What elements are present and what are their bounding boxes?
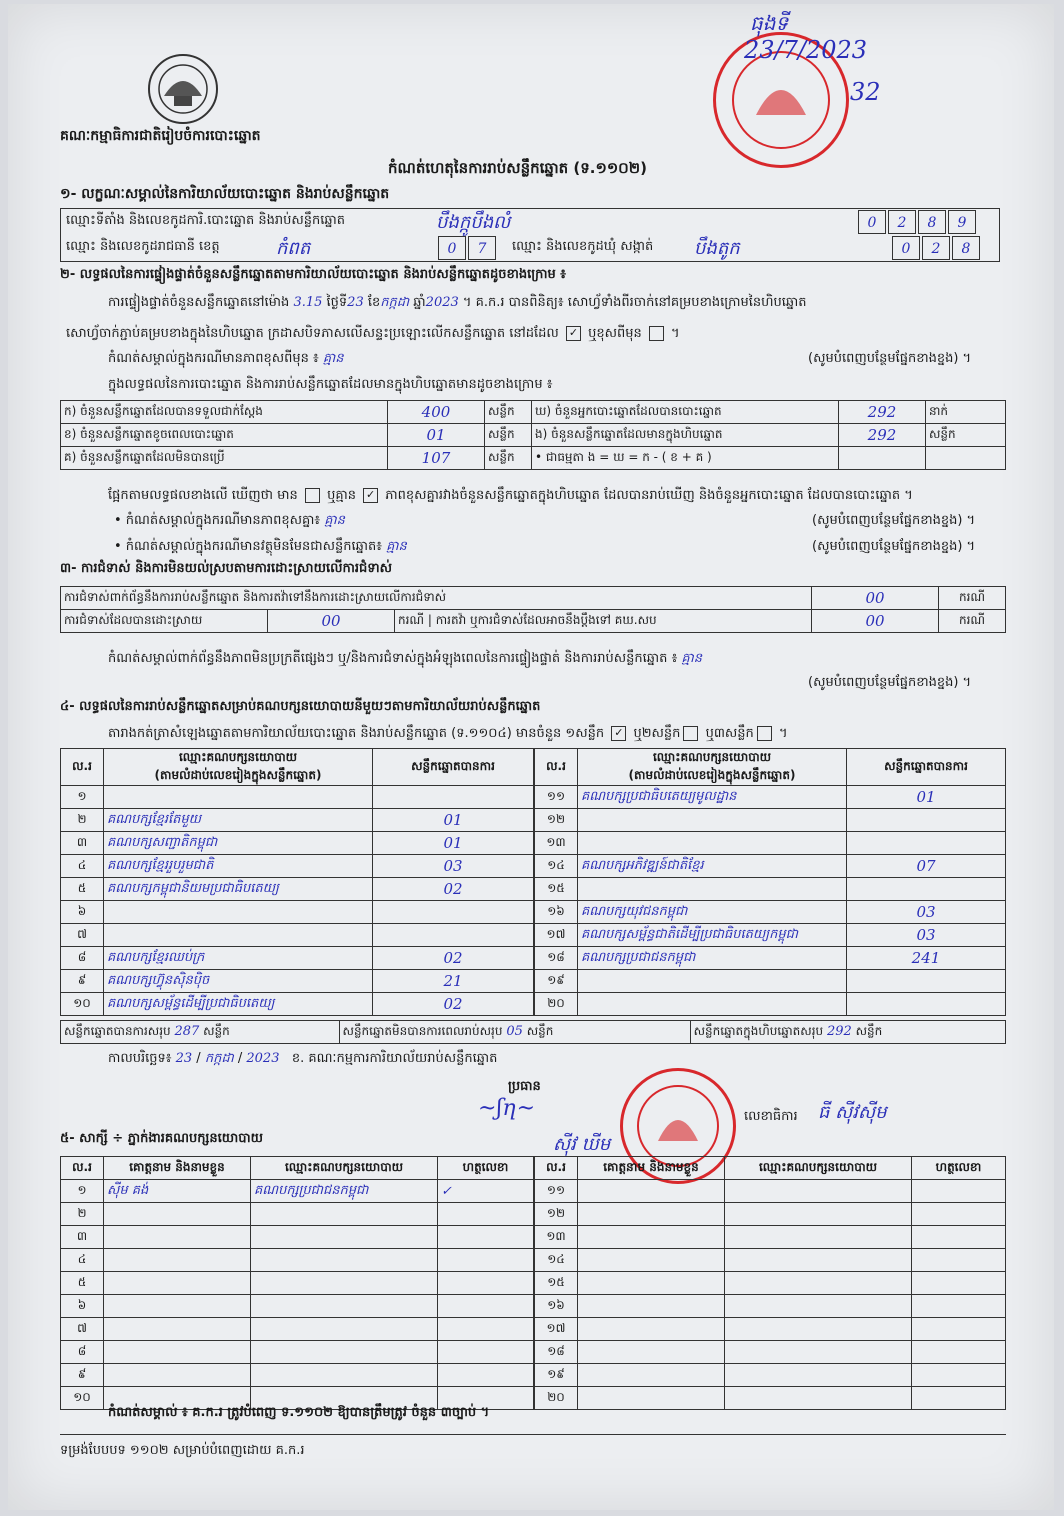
secretary-title: លេខាធិការ [744, 1109, 798, 1124]
witness-name [578, 1249, 725, 1272]
witness-no: ២ [61, 1203, 104, 1226]
witness-col-sign: ហត្ថលេខា [912, 1157, 1006, 1180]
party-row [535, 786, 1006, 809]
objection-row2b-value: 00 [812, 610, 939, 633]
witness-sign [438, 1295, 534, 1318]
witness-sign [438, 1318, 534, 1341]
party-no: ៦ [61, 901, 104, 924]
party-votes: 01 [847, 786, 1006, 809]
col-no: ល.រ [535, 749, 578, 786]
witness-name [578, 1203, 725, 1226]
party-votes: 02 [373, 878, 534, 901]
witness-party [251, 1341, 438, 1364]
party-name [578, 878, 847, 901]
witness-no: ១១ [535, 1180, 578, 1203]
commune-value: បឹងតូក [694, 238, 740, 259]
witness-col-no: ល.រ [535, 1157, 578, 1180]
witness-col-no: ល.រ [61, 1157, 104, 1180]
witness-no: ១៩ [535, 1364, 578, 1387]
witness-name [578, 1387, 725, 1410]
party-votes: 03 [847, 901, 1006, 924]
witness-no: ១ [61, 1180, 104, 1203]
witness-no: ១៧ [535, 1318, 578, 1341]
col-party: ឈ្មោះគណបក្សនយោបាយ (តាមលំដាប់លេខរៀងក្នុងសន្លឹកឆ្នោត) [578, 749, 847, 786]
count-right-value [839, 447, 926, 470]
party-row [535, 947, 1006, 970]
chair-title: ប្រធាន [508, 1079, 541, 1094]
witness-row [535, 1387, 1006, 1410]
party-row [535, 832, 1006, 855]
count-left-label: គ) ចំនួនសន្លឹកឆ្នោតដែលមិនបានប្រើ [61, 447, 388, 470]
witness-no: ៩ [61, 1364, 104, 1387]
tally-sheets-line: តារាងកត់ត្រាសំឡេងឆ្នោតតាមការិយាល័យបោះឆ្នោត និងរាប់សន្លឹកឆ្នោត (ទ.១១០៤) មានចំនួន ១សន្លឹក ✓ ឬ២សន្លឹក ឬ៣សន្លឹក ។ [108, 726, 788, 741]
witness-name [578, 1226, 725, 1249]
witness-party [251, 1295, 438, 1318]
objection-row2-label: ការជំទាស់ដែលបានដោះស្រាយ [61, 610, 268, 633]
party-row [535, 924, 1006, 947]
objection-note-value: គ្មាន [681, 651, 703, 666]
objection-note: កំណត់សម្គាល់ពាក់ព័ន្ធនឹងភាពមិនប្រក្រតីផ្សេងៗ ឬ/និងការជំទាស់ក្នុងអំឡុងពេលនៃការផ្ទៀងផ្ទាត់ និងការរាប់សន្លឹកឆ្នោត ៖ គ្មាន [108, 651, 703, 666]
count-right-unit: សន្លឹក [926, 424, 1006, 447]
footer-divider [60, 1434, 1006, 1435]
count-left-label: ខ) ចំនួនសន្លឹកឆ្នោតខូចពេលបោះឆ្នោត [61, 424, 388, 447]
witness-party [725, 1387, 912, 1410]
witness-name [578, 1364, 725, 1387]
party-votes: 03 [373, 855, 534, 878]
count-right-label: ង) ចំនួនសន្លឹកឆ្នោតដែលមានក្នុងហិបឆ្នោត [532, 424, 839, 447]
party-votes: 01 [373, 809, 534, 832]
witness-row [535, 1364, 1006, 1387]
count-right-label: ឃ) ចំនួនអ្នកបោះឆ្នោតដែលបានបោះឆ្នោត [532, 401, 839, 424]
witness-sign [912, 1249, 1006, 1272]
chair-signature: ~ʃƞ~ [478, 1096, 536, 1121]
code-digit: 0 [858, 210, 886, 234]
witness-name [104, 1364, 251, 1387]
party-no: ១៦ [535, 901, 578, 924]
party-results-left [60, 748, 534, 1016]
witness-party [251, 1318, 438, 1341]
witness-name [578, 1180, 725, 1203]
code-digit: 8 [952, 236, 980, 260]
witness-party [725, 1364, 912, 1387]
witness-no: ១៨ [535, 1341, 578, 1364]
party-no: ១៨ [535, 947, 578, 970]
party-no: ១៩ [535, 970, 578, 993]
witness-no: ៦ [61, 1295, 104, 1318]
count-left-unit: សន្លឹក [485, 401, 532, 424]
witness-sign [912, 1341, 1006, 1364]
witness-no: ១៦ [535, 1295, 578, 1318]
witness-party [251, 1364, 438, 1387]
party-no: ១២ [535, 809, 578, 832]
party-name: គណបក្សប្រជាធិបតេយ្យមូលដ្ឋាន [578, 786, 847, 809]
witness-col-sign: ហត្ថលេខា [438, 1157, 534, 1180]
count-left-unit: សន្លឹក [485, 447, 532, 470]
party-no: ១៧ [535, 924, 578, 947]
party-row [61, 947, 534, 970]
nec-logo [148, 54, 218, 124]
witness-row [61, 1249, 534, 1272]
changed-checkbox[interactable] [649, 326, 664, 341]
count-right-value: 292 [839, 401, 926, 424]
party-votes: 01 [373, 832, 534, 855]
witness-sign [438, 1249, 534, 1272]
commune-label: ឈ្មោះ និងលេខកូដឃុំ សង្កាត់ [512, 239, 654, 254]
party-name: គណបក្សហ៊្វុនស៊ិនប៉ិច [104, 970, 373, 993]
party-no: ១ [61, 786, 104, 809]
witness-sign [912, 1226, 1006, 1249]
objection-note-hint: (សូមបំពេញបន្ថែមផ្នែកខាងខ្នង) ។ [808, 675, 972, 690]
party-votes [847, 993, 1006, 1016]
witness-name [104, 1341, 251, 1364]
party-votes [847, 970, 1006, 993]
place-label: ឈ្មោះទីតាំង និងលេខកូដការិ.បោះឆ្នោត និងរាប់សន្លឹកឆ្នោត [66, 213, 345, 228]
no-diff-checkbox[interactable]: ✓ [363, 488, 378, 503]
party-row [61, 993, 534, 1016]
witness-name: ស៊ីម គង់ [104, 1180, 251, 1203]
party-name: គណបក្សកម្ពុជានិយមប្រជាធិបតេយ្យ [104, 878, 373, 901]
witness-party [251, 1249, 438, 1272]
party-votes: 241 [847, 947, 1006, 970]
party-votes [847, 809, 1006, 832]
same-checkbox[interactable]: ✓ [566, 326, 581, 341]
witness-sign [912, 1364, 1006, 1387]
one-sheet-checkbox[interactable]: ✓ [611, 726, 626, 741]
code-digit: 2 [922, 236, 950, 260]
verify-month: កក្កដា [380, 295, 410, 310]
party-name: គណបក្សប្រជាជនកម្ពុជា [578, 947, 847, 970]
witness-row [535, 1295, 1006, 1318]
code-digit: 7 [468, 236, 496, 260]
code-digit: 0 [892, 236, 920, 260]
witness-party [725, 1318, 912, 1341]
count-left-value: 01 [388, 424, 485, 447]
witness-sign [438, 1272, 534, 1295]
witness-row [535, 1272, 1006, 1295]
witness-row [61, 1295, 534, 1318]
witness-row [61, 1226, 534, 1249]
objection-table [60, 586, 1006, 633]
party-row [535, 809, 1006, 832]
witness-no: ១០ [61, 1387, 104, 1410]
section1-heading: ១- លក្ខណៈសម្គាល់នៃការិយាល័យបោះឆ្នោត និងរាប់សន្លឹកឆ្នោត [60, 186, 390, 202]
totals-row [60, 1020, 1006, 1044]
count-row [61, 401, 1006, 424]
witness-no: ១៥ [535, 1272, 578, 1295]
objection-row2-value: 00 [268, 610, 395, 633]
party-votes: 02 [373, 947, 534, 970]
witness-name [104, 1272, 251, 1295]
witness-name [104, 1318, 251, 1341]
party-no: ៩ [61, 970, 104, 993]
code-digit: 9 [948, 210, 976, 234]
three-sheet-checkbox[interactable] [757, 726, 772, 741]
party-no: ១៤ [535, 855, 578, 878]
objection-row1-label: ការជំទាស់ពាក់ព័ន្ធនឹងការរាប់សន្លឹកឆ្នោត និងការតវ៉ាទៅនឹងការដោះស្រាយលើការជំទាស់ [61, 587, 812, 610]
count-left-label: ក) ចំនួនសន្លឹកឆ្នោតដែលបានទទួលជាក់ស្តែង [61, 401, 388, 424]
witness-sign [912, 1180, 1006, 1203]
party-name: គណបក្សអភិវឌ្ឍន៍ជាតិខ្មែរ [578, 855, 847, 878]
witness-party [725, 1249, 912, 1272]
party-votes: 07 [847, 855, 1006, 878]
witness-no: ៣ [61, 1226, 104, 1249]
verify-line2: សោហ្វ័ចាក់ភ្ជាប់គម្របខាងក្នុងនៃហិបឆ្នោត ក្រដាសបិទភាសលើសន្ទះប្រឡោះលើកសន្លឹកឆ្នោត នៅដដែល ✓ ឬខុសពីមុន ។ [66, 326, 680, 341]
witness-sign [912, 1295, 1006, 1318]
witness-name [104, 1203, 251, 1226]
witness-name [104, 1295, 251, 1318]
two-sheet-checkbox[interactable] [683, 726, 698, 741]
witness-party [251, 1272, 438, 1295]
party-row [61, 832, 534, 855]
document-page [8, 4, 1054, 1510]
witness-sign [438, 1341, 534, 1364]
witness-party: គណបក្សប្រជាជនកម្ពុជា [251, 1180, 438, 1203]
party-name [104, 924, 373, 947]
party-no: ១១ [535, 786, 578, 809]
witness-party [725, 1203, 912, 1226]
col-votes: សន្លឹកឆ្នោតបានការ [373, 749, 534, 786]
section4-heading: ៤- លទ្ធផលនៃការរាប់សន្លឹកឆ្នោតសម្រាប់គណបក្សនយោបាយនីមួយៗតាមការិយាល័យរាប់សន្លឹកឆ្នោត [60, 699, 541, 714]
party-row [61, 878, 534, 901]
witness-party [725, 1272, 912, 1295]
count-right-unit: នាក់ [926, 401, 1006, 424]
witness-sign [438, 1226, 534, 1249]
witness-row [61, 1318, 534, 1341]
witness-name [104, 1249, 251, 1272]
objection-row2b-unit: ករណី [939, 610, 1006, 633]
footer-text: ទម្រង់បែបបទ ១១០២ សម្រាប់បំពេញដោយ គ.ក.រ [60, 1443, 305, 1458]
party-name [578, 993, 847, 1016]
witness-name [578, 1341, 725, 1364]
witness-no: ៤ [61, 1249, 104, 1272]
count-table [60, 400, 1006, 470]
witness-right [534, 1156, 1006, 1410]
party-no: ៨ [61, 947, 104, 970]
province-value: កំពត [276, 238, 311, 259]
party-name: គណបក្សខ្មែរតែមួយ [104, 809, 373, 832]
col-no: ល.រ [61, 749, 104, 786]
party-row [61, 809, 534, 832]
party-name [104, 786, 373, 809]
objection-row2b-label: ករណី | ការតវ៉ា ឬការជំទាស់ដែលអាចនឹងប្តឹងទៅ គឃ.សប [395, 610, 812, 633]
section3-heading: ៣- ការជំទាស់ និងការមិនយល់ស្របតាមការដោះស្រាយលើការជំទាស់ [60, 561, 392, 576]
footnote: កំណត់សម្គាល់ ៖ គ.ក.រ ត្រូវបំពេញ ទ.១១០២ ឱ្យបានត្រឹមត្រូវ ចំនួន ៣ច្បាប់ ។ [108, 1405, 490, 1420]
witness-row [61, 1272, 534, 1295]
party-row [535, 993, 1006, 1016]
verify-note-value: គ្មាន [322, 351, 344, 366]
witness-row [61, 1364, 534, 1387]
count-right-label: • ជាធម្មតា ង = ឃ = ក - ( ខ + គ ) [532, 447, 839, 470]
party-row [61, 855, 534, 878]
witness-row [61, 1203, 534, 1226]
verify-year: 2023 [425, 295, 459, 310]
has-diff-checkbox[interactable] [305, 488, 320, 503]
party-no: ៧ [61, 924, 104, 947]
party-votes: 03 [847, 924, 1006, 947]
verify-note-hint: (សូមបំពេញបន្ថែមផ្នែកខាងខ្នង) ។ [808, 351, 972, 366]
witness-row [535, 1226, 1006, 1249]
chair-name: ស៊ីវ ឃីម [553, 1134, 611, 1155]
witness-col-party: ឈ្មោះគណបក្សនយោបាយ [251, 1157, 438, 1180]
date-line: កាលបរិច្ឆេទ៖ 23 / កក្កដា / 2023 ខ. គណៈកម្មការការិយាល័យរាប់សន្លឹកឆ្នោត [108, 1051, 498, 1066]
handwritten-date: 23/7/2023 [744, 36, 868, 64]
party-name: គណបក្សសម្ព័ន្ធជាតិដើម្បីប្រជាធិបតេយ្យកម្ពុជា [578, 924, 847, 947]
verify-day: 23 [347, 295, 364, 310]
witness-row [535, 1318, 1006, 1341]
witness-no: ៧ [61, 1318, 104, 1341]
verify-note: កំណត់សម្គាល់ក្នុងករណីមានភាពខុសពីមុន ៖ គ្មាន [108, 351, 344, 366]
witness-sign: ✓ [438, 1180, 534, 1203]
handwritten-number: 32 [850, 78, 881, 106]
party-results-right [534, 748, 1006, 1016]
count-left-unit: សន្លឹក [485, 424, 532, 447]
witness-no: ១២ [535, 1203, 578, 1226]
witness-col-name: គោត្តនាម និងនាមខ្លួន [578, 1157, 725, 1180]
witness-party [725, 1341, 912, 1364]
witness-sign [912, 1203, 1006, 1226]
verify-time: 3.15 [293, 295, 323, 310]
party-votes [847, 878, 1006, 901]
party-row [535, 878, 1006, 901]
count-right-unit [926, 447, 1006, 470]
party-row [535, 855, 1006, 878]
province-label: ឈ្មោះ និងលេខកូដរាជធានី ខេត្ត [66, 239, 220, 254]
compare-line: ផ្អែកតាមលទ្ធផលខាងលើ ឃើញថា មាន ឬគ្មាន ✓ ភាពខុសគ្នារវាងចំនួនសន្លឹកឆ្នោតក្នុងហិបឆ្នោត ដែលបានរាប់ឃើញ និងចំនួនអ្នកបោះឆ្នោត ដែលបានបោះឆ្នោត ។ [108, 488, 913, 503]
org-name: គណៈកម្មាធិការជាតិរៀបចំការបោះឆ្នោត [60, 128, 261, 144]
total-valid: សន្លឹកឆ្នោតបានការសរុប 287 សន្លឹក [61, 1021, 340, 1044]
count-left-value: 107 [388, 447, 485, 470]
verify-line1: ការផ្ទៀងផ្ទាត់ចំនួនសន្លឹកឆ្នោតនៅម៉ោង 3.15 ថ្ងៃទី23 ខែកក្កដា ឆ្នាំ2023 ។ គ.ក.រ បានពិនិត្យ៖ សោហ្វ័ទាំងពីរចាក់នៅគម្របខាងក្រោមនៃហិបឆ្នោត [108, 295, 807, 310]
party-name [578, 832, 847, 855]
witness-name [578, 1318, 725, 1341]
witness-sign [912, 1272, 1006, 1295]
objection-row1-unit: ករណី [939, 587, 1006, 610]
bullet-object-value: គ្មាន [386, 539, 407, 554]
witness-row [535, 1249, 1006, 1272]
bullet-diff-value: គ្មាន [324, 513, 345, 528]
col-votes: សន្លឹកឆ្នោតបានការ [847, 749, 1006, 786]
bullet-object-hint: (សូមបំពេញបន្ថែមផ្នែកខាងខ្នង) ។ [812, 539, 976, 554]
place-value: បឹងក្កូបឹងលំ [436, 212, 511, 233]
witness-row [535, 1203, 1006, 1226]
code-digit: 0 [438, 236, 466, 260]
witness-col-name: គោត្តនាម និងនាមខ្លួន [104, 1157, 251, 1180]
handwritten-ref: ធុងទី ​ [750, 11, 795, 35]
party-name: គណបក្សយុវជនកម្ពុជា [578, 901, 847, 924]
col-party: ឈ្មោះគណបក្សនយោបាយ (តាមលំដាប់លេខរៀងក្នុងសន្លឹកឆ្នោត) [104, 749, 373, 786]
party-row [61, 786, 534, 809]
witness-name [104, 1226, 251, 1249]
party-no: ២ [61, 809, 104, 832]
witness-row [535, 1341, 1006, 1364]
party-no: ៤ [61, 855, 104, 878]
party-name: គណបក្សខ្មែររួបរួមជាតិ [104, 855, 373, 878]
section2-heading: ២- លទ្ធផលនៃការផ្ទៀងផ្ទាត់ចំនួនសន្លឹកឆ្នោតតាមការិយាល័យបោះឆ្នោត និងរាប់សន្លឹកឆ្នោតដូចខាងក្រោម ៖ [60, 267, 566, 282]
results-intro: ក្នុងលទ្ធផលនៃការបោះឆ្នោត និងការរាប់សន្លឹកឆ្នោតដែលមានក្នុងហិបឆ្នោតមានដូចខាងក្រោម ៖ [108, 377, 553, 392]
party-name [578, 970, 847, 993]
code-digit: 2 [888, 210, 916, 234]
witness-no: ១៤ [535, 1249, 578, 1272]
witness-row [61, 1180, 534, 1203]
party-votes [373, 786, 534, 809]
witness-sign [912, 1318, 1006, 1341]
witness-party [251, 1226, 438, 1249]
party-no: ១៣ [535, 832, 578, 855]
party-votes [847, 832, 1006, 855]
witness-party [725, 1295, 912, 1318]
witness-no: ១៣ [535, 1226, 578, 1249]
count-row [61, 447, 1006, 470]
count-right-value: 292 [839, 424, 926, 447]
witness-no: ២០ [535, 1387, 578, 1410]
party-no: ២០ [535, 993, 578, 1016]
count-row [61, 424, 1006, 447]
party-name: គណបក្សសញ្ជាតិកម្ពុជា [104, 832, 373, 855]
witness-no: ៥ [61, 1272, 104, 1295]
witness-party [725, 1226, 912, 1249]
form-title: កំណត់ហេតុនៃការរាប់សន្លឹកឆ្នោត (ទ.១១០២) [388, 159, 648, 177]
witness-party [251, 1203, 438, 1226]
party-name: គណបក្សសម្ព័ន្ធដើម្បីប្រជាធិបតេយ្យ [104, 993, 373, 1016]
party-votes: 21 [373, 970, 534, 993]
total-ballots: សន្លឹកឆ្នោតក្នុងហិបឆ្នោតសរុប 292 សន្លឹក [690, 1021, 1005, 1044]
witness-left [60, 1156, 534, 1410]
witness-col-party: ឈ្មោះគណបក្សនយោបាយ [725, 1157, 912, 1180]
witness-name [578, 1272, 725, 1295]
witness-name [578, 1295, 725, 1318]
secretary-name: ធី ស៊ីវស៊ីម [818, 1102, 887, 1123]
party-name [578, 809, 847, 832]
party-no: ១៥ [535, 878, 578, 901]
party-row [535, 901, 1006, 924]
party-votes [373, 901, 534, 924]
witness-row [61, 1341, 534, 1364]
party-no: ១០ [61, 993, 104, 1016]
party-no: ៣ [61, 832, 104, 855]
party-name: គណបក្សខ្មែរឈប់ក្រ [104, 947, 373, 970]
party-name [104, 901, 373, 924]
party-row [61, 970, 534, 993]
witness-sign [438, 1364, 534, 1387]
objection-row1-value: 00 [812, 587, 939, 610]
party-row [535, 970, 1006, 993]
party-row [61, 901, 534, 924]
witness-party [725, 1180, 912, 1203]
section5-heading: ៥- សាក្សី ÷ ភ្នាក់ងារគណបក្សនយោបាយ [60, 1131, 263, 1146]
party-row [61, 924, 534, 947]
party-votes [373, 924, 534, 947]
witness-row [535, 1180, 1006, 1203]
witness-no: ៨ [61, 1341, 104, 1364]
bullet-diff-hint: (សូមបំពេញបន្ថែមផ្នែកខាងខ្នង) ។ [812, 513, 976, 528]
party-votes: 02 [373, 993, 534, 1016]
bullet-diff: • កំណត់សម្គាល់ក្នុងករណីមានភាពខុសគ្នា៖ គ្មាន [114, 513, 345, 528]
witness-sign [438, 1203, 534, 1226]
witness-sign [912, 1387, 1006, 1410]
bullet-object: • កំណត់សម្គាល់ក្នុងករណីមានវត្ថុមិនមែនជាសន្លឹកឆ្នោត៖ គ្មាន [114, 539, 407, 554]
code-digit: 8 [918, 210, 946, 234]
total-invalid: សន្លឹកឆ្នោតមិនបានការពេលរាប់សរុប 05 សន្លឹក [339, 1021, 690, 1044]
party-no: ៥ [61, 878, 104, 901]
count-left-value: 400 [388, 401, 485, 424]
